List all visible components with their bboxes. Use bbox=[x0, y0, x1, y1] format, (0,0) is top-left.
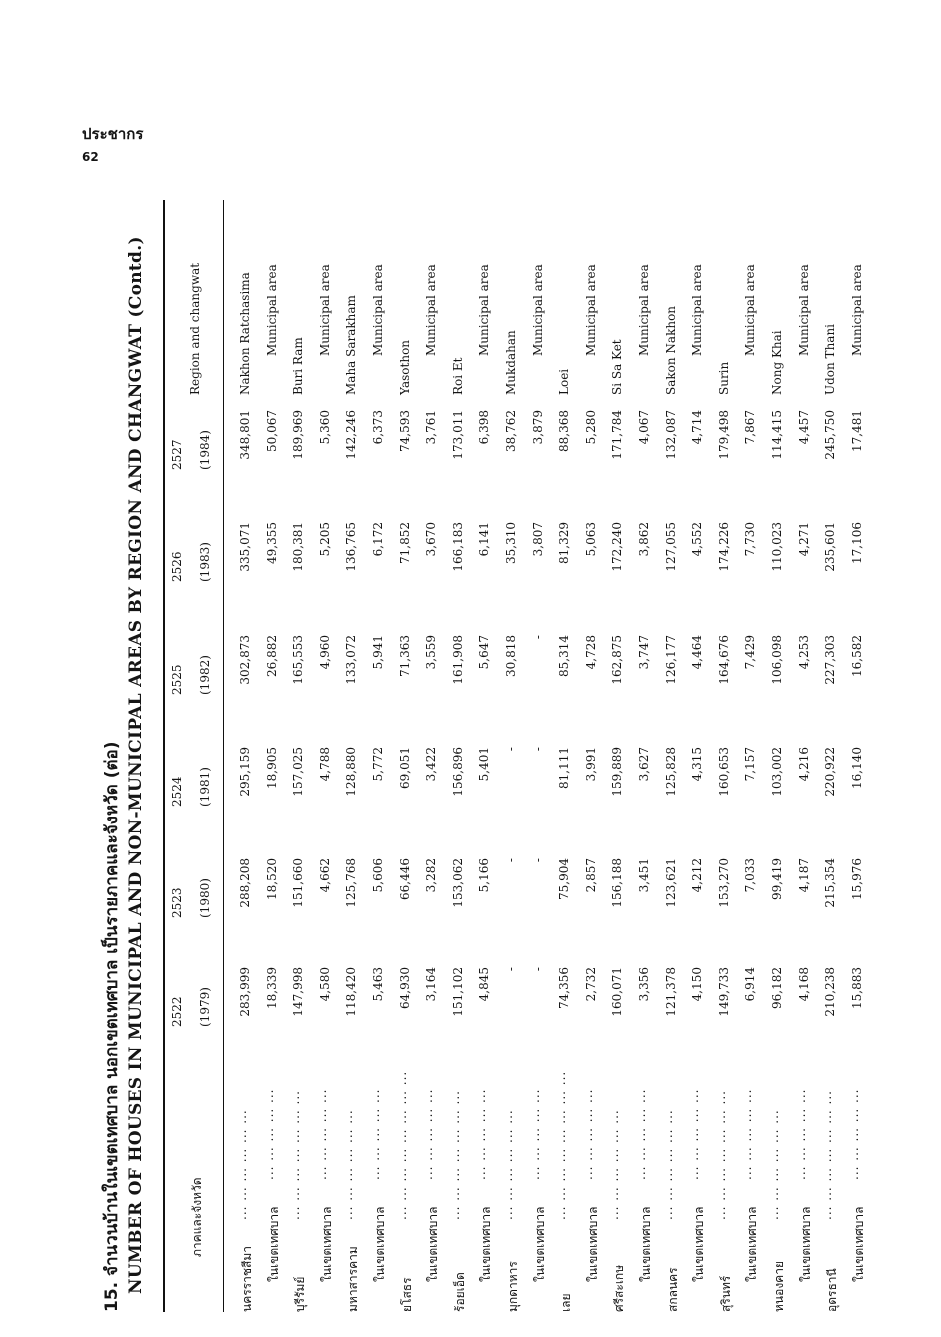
row-label-english: Municipal area bbox=[796, 264, 811, 356]
cell-value: 4,315 bbox=[690, 747, 705, 782]
row-label-english: Yasothon bbox=[397, 339, 412, 395]
row-label-english: Municipal area bbox=[690, 264, 705, 356]
row-label-thai: ในเขตเทศบาล bbox=[532, 1206, 547, 1282]
cell-value: 2,857 bbox=[583, 858, 598, 893]
row-label-thai: ในเขตเทศบาล bbox=[639, 1206, 653, 1282]
table-row bbox=[368, 200, 397, 1312]
row-label-thai: บุรีรัมย์ bbox=[293, 1276, 308, 1312]
cell-value: 7,157 bbox=[743, 747, 758, 782]
cell-value: 5,772 bbox=[371, 747, 385, 782]
cell-value: 220,922 bbox=[823, 747, 838, 797]
year-header-be: 2526 bbox=[170, 551, 184, 582]
row-label-english: Udon Thani bbox=[823, 323, 838, 395]
cell-value: 74,593 bbox=[397, 410, 412, 452]
cell-value: 151,102 bbox=[450, 967, 465, 1017]
cell-value: 161,908 bbox=[450, 635, 465, 685]
cell-value: 165,553 bbox=[291, 635, 306, 685]
cell-value: - bbox=[530, 747, 545, 752]
cell-value: 3,670 bbox=[424, 522, 439, 557]
leader-dots: ... ... ... ... ... ... ... ... bbox=[394, 1070, 409, 1220]
leader-dots: ... ... ... ... ... bbox=[421, 1088, 436, 1180]
leader-dots: ... ... ... ... ... bbox=[261, 1088, 276, 1180]
cell-value: 5,205 bbox=[317, 522, 332, 557]
cell-value: 153,062 bbox=[450, 858, 465, 908]
cell-value: 4,168 bbox=[796, 967, 811, 1002]
cell-value: 74,356 bbox=[557, 967, 572, 1009]
cell-value: 110,023 bbox=[770, 522, 784, 572]
cell-value: 128,880 bbox=[344, 747, 359, 797]
row-label-english: Buri Ram bbox=[291, 337, 306, 395]
cell-value: 50,067 bbox=[264, 410, 279, 452]
cell-value: 210,238 bbox=[823, 967, 838, 1017]
leader-dots: ... ... ... ... ... bbox=[687, 1088, 702, 1180]
cell-value: 6,373 bbox=[371, 410, 385, 445]
row-label-english: Roi Et bbox=[450, 357, 465, 395]
row-label-english: Si Sa Ket bbox=[610, 339, 625, 395]
row-label-thai: ในเขตเทศบาล bbox=[745, 1206, 760, 1282]
row-label-thai: ศรีสะเกษ bbox=[612, 1264, 627, 1312]
cell-value: 81,111 bbox=[557, 747, 572, 789]
row-label-thai: เลย bbox=[559, 1293, 574, 1312]
cell-value: 16,582 bbox=[849, 635, 864, 677]
cell-value: 153,270 bbox=[716, 858, 731, 908]
cell-value: 6,398 bbox=[477, 410, 492, 445]
cell-value: 302,873 bbox=[238, 635, 252, 685]
row-label-english: Municipal area bbox=[477, 264, 492, 356]
cell-value: - bbox=[530, 635, 545, 640]
row-label-thai: ในเขตเทศบาล bbox=[319, 1206, 334, 1282]
leader-dots: ... ... ... ... ... bbox=[793, 1088, 808, 1180]
cell-value: 174,226 bbox=[716, 522, 731, 572]
leader-dots: ... ... ... ... ... ... bbox=[607, 1109, 622, 1220]
cell-value: 66,446 bbox=[397, 858, 412, 900]
cell-value: 121,378 bbox=[663, 967, 678, 1017]
leader-dots: ... ... ... ... ... bbox=[846, 1088, 861, 1180]
leader-dots: ... ... ... ... ... ... bbox=[767, 1109, 781, 1220]
year-header-ad: (1983) bbox=[198, 542, 212, 582]
cell-value: 18,905 bbox=[264, 747, 279, 789]
table-row bbox=[341, 200, 370, 1312]
row-label-thai: ในเขตเทศบาล bbox=[851, 1206, 866, 1282]
row-label-thai: นครราชสีมา bbox=[240, 1246, 254, 1312]
table-row bbox=[580, 200, 610, 1312]
table-top-rule bbox=[163, 200, 165, 1312]
cell-value: 4,150 bbox=[690, 967, 705, 1002]
cell-value: 96,182 bbox=[770, 967, 784, 1009]
cell-value: 125,768 bbox=[344, 858, 359, 908]
row-label-english: Loei bbox=[557, 368, 572, 395]
cell-value: 4,845 bbox=[477, 967, 492, 1002]
cell-value: 26,882 bbox=[264, 635, 279, 677]
cell-value: - bbox=[504, 858, 518, 863]
table-row bbox=[846, 200, 876, 1312]
table-row bbox=[687, 200, 716, 1312]
table-title-thai: 15. จำนวนบ้านในเขตเทศบาล นอกเขตเทศบาล เป็นรายภาคและจังหวัด (ต่อ) bbox=[102, 741, 122, 1312]
row-label-english: Maha Sarakham bbox=[344, 295, 359, 395]
rotated-table bbox=[98, 107, 893, 1312]
table-row bbox=[288, 200, 317, 1312]
cell-value: 15,976 bbox=[849, 858, 864, 900]
year-header-ad: (1981) bbox=[198, 767, 212, 807]
cell-value: 7,867 bbox=[743, 410, 758, 445]
row-label-thai: ในเขตเทศบาล bbox=[479, 1206, 494, 1282]
cell-value: 147,998 bbox=[291, 967, 306, 1017]
row-label-thai: ในเขตเทศบาล bbox=[266, 1206, 281, 1282]
cell-value: 3,282 bbox=[424, 858, 439, 893]
row-label-thai: สกลนคร bbox=[665, 1267, 680, 1312]
cell-value: 85,314 bbox=[557, 635, 572, 677]
cell-value: 335,071 bbox=[238, 522, 252, 572]
leader-dots: ... ... ... ... ... bbox=[474, 1088, 489, 1180]
cell-value: 156,188 bbox=[610, 858, 625, 908]
leader-dots: ... ... ... ... ... ... ... bbox=[447, 1090, 462, 1220]
row-label-english: Municipal area bbox=[849, 264, 864, 356]
year-header-ad: (1979) bbox=[198, 987, 212, 1027]
table-row bbox=[501, 200, 530, 1312]
leader-dots: ... ... ... ... ... bbox=[527, 1088, 542, 1180]
year-header-be: 2527 bbox=[170, 439, 184, 470]
cell-value: 5,280 bbox=[583, 410, 598, 445]
cell-value: 4,580 bbox=[317, 967, 332, 1002]
leader-dots: ... ... ... ... ... bbox=[368, 1088, 382, 1180]
row-label-english: Mukdahan bbox=[504, 330, 518, 395]
cell-value: 348,801 bbox=[238, 410, 252, 460]
cell-value: 180,381 bbox=[291, 522, 306, 572]
table-row bbox=[235, 200, 264, 1312]
cell-value: 3,761 bbox=[424, 410, 439, 445]
cell-value: 162,875 bbox=[610, 635, 625, 685]
cell-value: 3,807 bbox=[530, 522, 545, 557]
cell-value: 17,481 bbox=[849, 410, 864, 452]
table-row bbox=[421, 200, 450, 1312]
leader-dots: ... ... ... ... ... ... bbox=[235, 1109, 249, 1220]
leader-dots: ... ... ... ... ... bbox=[314, 1088, 329, 1180]
cell-value: 6,172 bbox=[371, 522, 385, 557]
leader-dots: ... ... ... ... ... bbox=[580, 1088, 595, 1180]
cell-value: - bbox=[530, 858, 545, 863]
cell-value: 4,714 bbox=[690, 410, 705, 445]
row-label-thai: ในเขตเทศบาล bbox=[585, 1206, 600, 1282]
cell-value: 81,329 bbox=[557, 522, 572, 564]
cell-value: 35,310 bbox=[504, 522, 518, 564]
leader-dots: ... ... ... ... ... ... bbox=[501, 1109, 515, 1220]
cell-value: 4,216 bbox=[796, 747, 811, 782]
cell-value: 16,140 bbox=[849, 747, 864, 789]
cell-value: 136,765 bbox=[344, 522, 359, 572]
cell-value: 4,212 bbox=[690, 858, 705, 893]
cell-value: 3,451 bbox=[637, 858, 651, 893]
cell-value: 179,498 bbox=[716, 410, 731, 460]
cell-value: 4,457 bbox=[796, 410, 811, 445]
table-row bbox=[767, 200, 796, 1312]
cell-value: 69,051 bbox=[397, 747, 412, 789]
cell-value: 71,852 bbox=[397, 522, 412, 564]
leader-dots: ... ... ... ... ... ... bbox=[341, 1109, 356, 1220]
cell-value: 142,246 bbox=[344, 410, 359, 460]
cell-value: 133,072 bbox=[344, 635, 359, 685]
cell-value: 6,141 bbox=[477, 522, 492, 557]
leader-dots: ... ... ... ... ... ... bbox=[660, 1109, 675, 1220]
cell-value: 7,033 bbox=[743, 858, 758, 893]
cell-value: 159,889 bbox=[610, 747, 625, 797]
year-header-ad: (1982) bbox=[198, 655, 212, 695]
year-header-be: 2524 bbox=[170, 776, 184, 807]
row-label-english: Municipal area bbox=[371, 264, 385, 356]
row-label-english: Municipal area bbox=[583, 264, 598, 356]
table-row bbox=[607, 200, 636, 1312]
cell-value: 215,354 bbox=[823, 858, 838, 908]
cell-value: 157,025 bbox=[291, 747, 306, 797]
cell-value: 3,747 bbox=[637, 635, 651, 670]
cell-value: 75,904 bbox=[557, 858, 572, 900]
cell-value: 151,660 bbox=[291, 858, 306, 908]
cell-value: - bbox=[504, 747, 518, 752]
leader-dots: ... ... ... ... ... ... ... bbox=[288, 1090, 303, 1220]
cell-value: 5,360 bbox=[317, 410, 332, 445]
cell-value: 4,187 bbox=[796, 858, 811, 893]
cell-value: 172,240 bbox=[610, 522, 625, 572]
cell-value: 5,463 bbox=[371, 967, 385, 1002]
table-row bbox=[527, 200, 557, 1312]
cell-value: 7,429 bbox=[743, 635, 758, 670]
row-label-thai: ในเขตเทศบาล bbox=[798, 1206, 813, 1282]
row-label-english: Municipal area bbox=[743, 264, 758, 356]
table-row bbox=[634, 200, 663, 1312]
table-row bbox=[261, 200, 291, 1312]
row-label-thai: ในเขตเทศบาล bbox=[373, 1206, 387, 1282]
cell-value: 118,420 bbox=[344, 967, 359, 1017]
cell-value: 30,818 bbox=[504, 635, 518, 677]
row-label-thai: อุดรธานี bbox=[825, 1268, 840, 1312]
cell-value: 18,339 bbox=[264, 967, 279, 1009]
row-label-english: Municipal area bbox=[424, 264, 439, 356]
row-label-english: Municipal area bbox=[530, 264, 545, 356]
table-row bbox=[740, 200, 769, 1312]
row-label-thai: ในเขตเทศบาล bbox=[426, 1206, 441, 1282]
leader-dots: ... ... ... ... ... bbox=[634, 1088, 648, 1180]
cell-value: 114,415 bbox=[770, 410, 784, 460]
table-title-english: NUMBER OF HOUSES IN MUNICIPAL AND NON-MUNICIPAL AREAS BY REGION AND CHANGWAT (Contd.) bbox=[126, 236, 146, 1294]
cell-value: 5,401 bbox=[477, 747, 492, 782]
row-label-thai: ยโสธร bbox=[399, 1277, 414, 1312]
row-label-thai: ร้อยเอ็ด bbox=[452, 1272, 467, 1312]
year-header-ad: (1984) bbox=[198, 430, 212, 470]
leader-dots: ... ... ... ... ... ... ... bbox=[713, 1090, 728, 1220]
cell-value: 123,621 bbox=[663, 858, 678, 908]
cell-value: 64,930 bbox=[397, 967, 412, 1009]
row-label-english: Sakon Nakhon bbox=[663, 305, 678, 395]
cell-value: 2,732 bbox=[583, 967, 598, 1002]
cell-value: 166,183 bbox=[450, 522, 465, 572]
row-label-thai: ในเขตเทศบาล bbox=[692, 1206, 707, 1282]
cell-value: 160,653 bbox=[716, 747, 731, 797]
row-label-english: Municipal area bbox=[637, 264, 651, 356]
row-label-english: Nong Khai bbox=[770, 330, 784, 395]
leader-dots: ... ... ... ... ... ... ... bbox=[820, 1090, 835, 1220]
table-row bbox=[474, 200, 503, 1312]
cell-value: 283,999 bbox=[238, 967, 252, 1017]
table-row bbox=[554, 200, 583, 1312]
cell-value: 4,728 bbox=[583, 635, 598, 670]
cell-value: 71,363 bbox=[397, 635, 412, 677]
cell-value: 125,828 bbox=[663, 747, 678, 797]
cell-value: 3,991 bbox=[583, 747, 598, 782]
table-row bbox=[394, 200, 424, 1312]
cell-value: 5,606 bbox=[371, 858, 385, 893]
cell-value: 227,303 bbox=[823, 635, 838, 685]
cell-value: 126,177 bbox=[663, 635, 678, 685]
cell-value: 3,559 bbox=[424, 635, 439, 670]
row-label-thai: มุกดาหาร bbox=[506, 1261, 520, 1312]
page-number: 62 bbox=[82, 150, 99, 164]
cell-value: 4,271 bbox=[796, 522, 811, 557]
year-header-be: 2523 bbox=[170, 887, 184, 918]
cell-value: 15,883 bbox=[849, 967, 864, 1009]
cell-value: - bbox=[504, 967, 518, 972]
cell-value: 235,601 bbox=[823, 522, 838, 572]
row-label-english: Surin bbox=[716, 361, 731, 395]
cell-value: 164,676 bbox=[716, 635, 731, 685]
row-label-english: Municipal area bbox=[264, 264, 279, 356]
cell-value: 5,063 bbox=[583, 522, 598, 557]
table-row bbox=[793, 200, 823, 1312]
cell-value: 5,941 bbox=[371, 635, 385, 670]
cell-value: 3,164 bbox=[424, 967, 439, 1002]
cell-value: 160,071 bbox=[610, 967, 625, 1017]
row-label-thai: มหาสารคาม bbox=[346, 1246, 361, 1312]
cell-value: 156,896 bbox=[450, 747, 465, 797]
table-row bbox=[713, 200, 743, 1312]
row-label-english: Nakhon Ratchasima bbox=[238, 272, 252, 395]
table-row bbox=[820, 200, 849, 1312]
cell-value: 6,914 bbox=[743, 967, 758, 1002]
cell-value: 149,733 bbox=[716, 967, 731, 1017]
header-region-english: Region and changwat bbox=[188, 262, 202, 395]
cell-value: 4,464 bbox=[690, 635, 705, 670]
table-row bbox=[314, 200, 344, 1312]
row-label-thai: สุรินทร์ bbox=[718, 1275, 733, 1312]
year-header-ad: (1980) bbox=[198, 878, 212, 918]
cell-value: 127,055 bbox=[663, 522, 678, 572]
cell-value: - bbox=[530, 967, 545, 972]
cell-value: 3,879 bbox=[530, 410, 545, 445]
header-region-thai: ภาคและจังหวัด bbox=[190, 1177, 204, 1257]
cell-value: 132,087 bbox=[663, 410, 678, 460]
cell-value: 4,960 bbox=[317, 635, 332, 670]
table-row bbox=[660, 200, 690, 1312]
cell-value: 245,750 bbox=[823, 410, 838, 460]
cell-value: 4,552 bbox=[690, 522, 705, 557]
cell-value: 288,208 bbox=[238, 858, 252, 908]
year-header-be: 2525 bbox=[170, 664, 184, 695]
cell-value: 49,355 bbox=[264, 522, 279, 564]
cell-value: 3,627 bbox=[637, 747, 651, 782]
leader-dots: ... ... ... ... ... ... ... ... bbox=[554, 1070, 569, 1220]
cell-value: 18,520 bbox=[264, 858, 279, 900]
cell-value: 3,862 bbox=[637, 522, 651, 557]
cell-value: 103,002 bbox=[770, 747, 784, 797]
row-label-english: Municipal area bbox=[317, 264, 332, 356]
cell-value: 4,662 bbox=[317, 858, 332, 893]
cell-value: 4,253 bbox=[796, 635, 811, 670]
cell-value: 3,422 bbox=[424, 747, 439, 782]
cell-value: 88,368 bbox=[557, 410, 572, 452]
cell-value: 5,647 bbox=[477, 635, 492, 670]
table-row bbox=[447, 200, 477, 1312]
section-title: ประชากร bbox=[82, 125, 144, 143]
cell-value: 173,011 bbox=[450, 410, 465, 460]
year-header-be: 2522 bbox=[170, 996, 184, 1027]
cell-value: 5,166 bbox=[477, 858, 492, 893]
cell-value: 295,159 bbox=[238, 747, 252, 797]
cell-value: 4,067 bbox=[637, 410, 651, 445]
cell-value: 3,356 bbox=[637, 967, 651, 1002]
cell-value: 38,762 bbox=[504, 410, 518, 452]
table-header-rule bbox=[223, 200, 224, 1312]
leader-dots: ... ... ... ... ... bbox=[740, 1088, 755, 1180]
cell-value: 106,098 bbox=[770, 635, 784, 685]
cell-value: 7,730 bbox=[743, 522, 758, 557]
cell-value: 171,784 bbox=[610, 410, 625, 460]
cell-value: 4,788 bbox=[317, 747, 332, 782]
cell-value: 17,106 bbox=[849, 522, 864, 564]
cell-value: 99,419 bbox=[770, 858, 784, 900]
cell-value: 189,969 bbox=[291, 410, 306, 460]
row-label-thai: หนองคาย bbox=[772, 1261, 786, 1312]
